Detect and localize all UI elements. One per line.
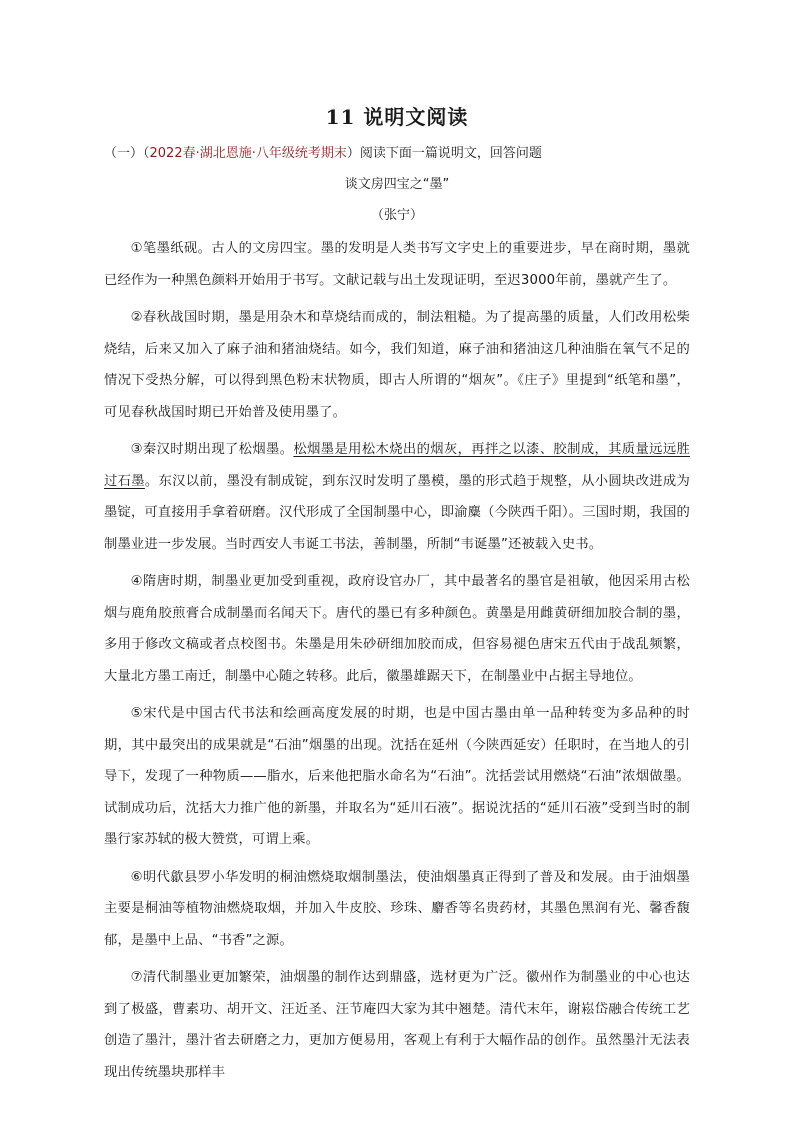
- page-title: 11 说明文阅读: [325, 105, 469, 129]
- paragraph-2: ②春秋战国时期，墨是用杂木和草烧结而成的，制法粗糙。为了提高墨的质量，人们改用松柴烧结，后来又加入了麻子油和猪油烧结。如今，我们知道，麻子油和猪油这几种油脂在氧气不足的情况下受热分解，可以得到黑色粉末状物质，即古人所谓的“烟灰”。《庄子》里提到“纸笔和墨”，可见春秋战国时期已开始普及使用墨了。: [104, 310, 690, 420]
- paragraph-5: ⑤宋代是中国古代书法和绘画高度发展的时期，也是中国古墨由单一品种转变为多品种的时期，其中最突出的成果就是“石油”烟墨的出现。沈括在延州（今陕西延安）任职时，在当地人的引导下，发现了一种物质——脂水，后来他把脂水命名为“石油”。沈括尝试用燃烧“石油”浓烟做墨。试制成功后，沈括大力推广他的新墨，并取名为“延川石液”。据说沈括的“延川石液”受到当时的制墨行家苏轼的极大赞赏，可谓上乘。: [104, 706, 690, 847]
- intro-prefix: （一）（: [104, 146, 150, 161]
- essay-body: [104, 233, 690, 1094]
- exam-source: 2022春·湖北恩施·八年级统考期末: [149, 146, 347, 161]
- paragraph-1: ①笔墨纸砚。古人的文房四宝。墨的发明是人类书写文字史上的重要进步，早在商时期，墨就已经作为一种黑色颜料开始用于书写。文献记载与出土发现证明，至迟3000年前，墨就产生了。: [104, 241, 690, 288]
- underlined-sentence: 松烟墨是用松木烧出的烟灰，再拌之以漆、胶制成，其质量远远胜过石墨: [104, 442, 690, 489]
- paragraph-3-rest: 。东汉以前，墨没有制成锭，到东汉时发明了墨模，墨的形式趋于规整，从小圆块改进成为墨锭，可直接用手拿着研磨。汉代形成了全国制墨中心，即渝麋（今陕西千阳）。三国时期，我国的制墨业进一步发展。当时西安人韦诞工书法，善制墨，所制“韦诞墨”还被载入史书。: [104, 473, 691, 552]
- question-intro: [104, 145, 542, 163]
- essay-title: 谈文房四宝之“墨”: [344, 177, 450, 192]
- intro-suffix: ）阅读下面一篇说明文，回答问题: [346, 146, 542, 161]
- paragraph-3: [104, 434, 690, 560]
- paragraph-6: ⑥明代歙县罗小华发明的桐油燃烧取烟制墨法，使油烟墨真正得到了普及和发展。由于油烟墨主要是桐油等植物油燃烧取烟，并加入牛皮胶、珍珠、麝香等名贵药材，其墨色黑润有光、馨香馥郁，是墨中上品、“书香”之源。: [104, 869, 690, 948]
- essay-author: （张宁）: [370, 208, 423, 223]
- paragraph-4: ④隋唐时期，制墨业更加受到重视，政府设官办厂，其中最著名的墨官是祖敏，他因采用古松烟与鹿角胶煎膏合成制墨而名闻天下。唐代的墨已有多种颜色。黄墨是用雌黄研细加胶合制的墨，多用于修改文稿或者点校图书。朱墨是用朱砂研细加胶而成，但容易褪色唐宋五代由于战乱频繁，大量北方墨工南迁，制墨中心随之转移。此后，徽墨雄踞天下，在制墨业中占据主导地位。: [104, 574, 690, 684]
- paragraph-3-intro: ③秦汉时期出现了松烟墨。: [130, 442, 294, 457]
- paragraph-7: ⑦清代制墨业更加繁荣，油烟墨的制作达到鼎盛，选材更为广泛。徽州作为制墨业的中心也达到了极盛，曹素功、胡开文、汪近圣、汪节庵四大家为其中翘楚。清代末年，谢崧岱融合传统工艺创造了墨汁，墨汁省去研磨之力，更加方便易用，客观上有利于大幅作品的创作。虽然墨汁无法表现出传统墨块那样丰: [104, 970, 690, 1080]
